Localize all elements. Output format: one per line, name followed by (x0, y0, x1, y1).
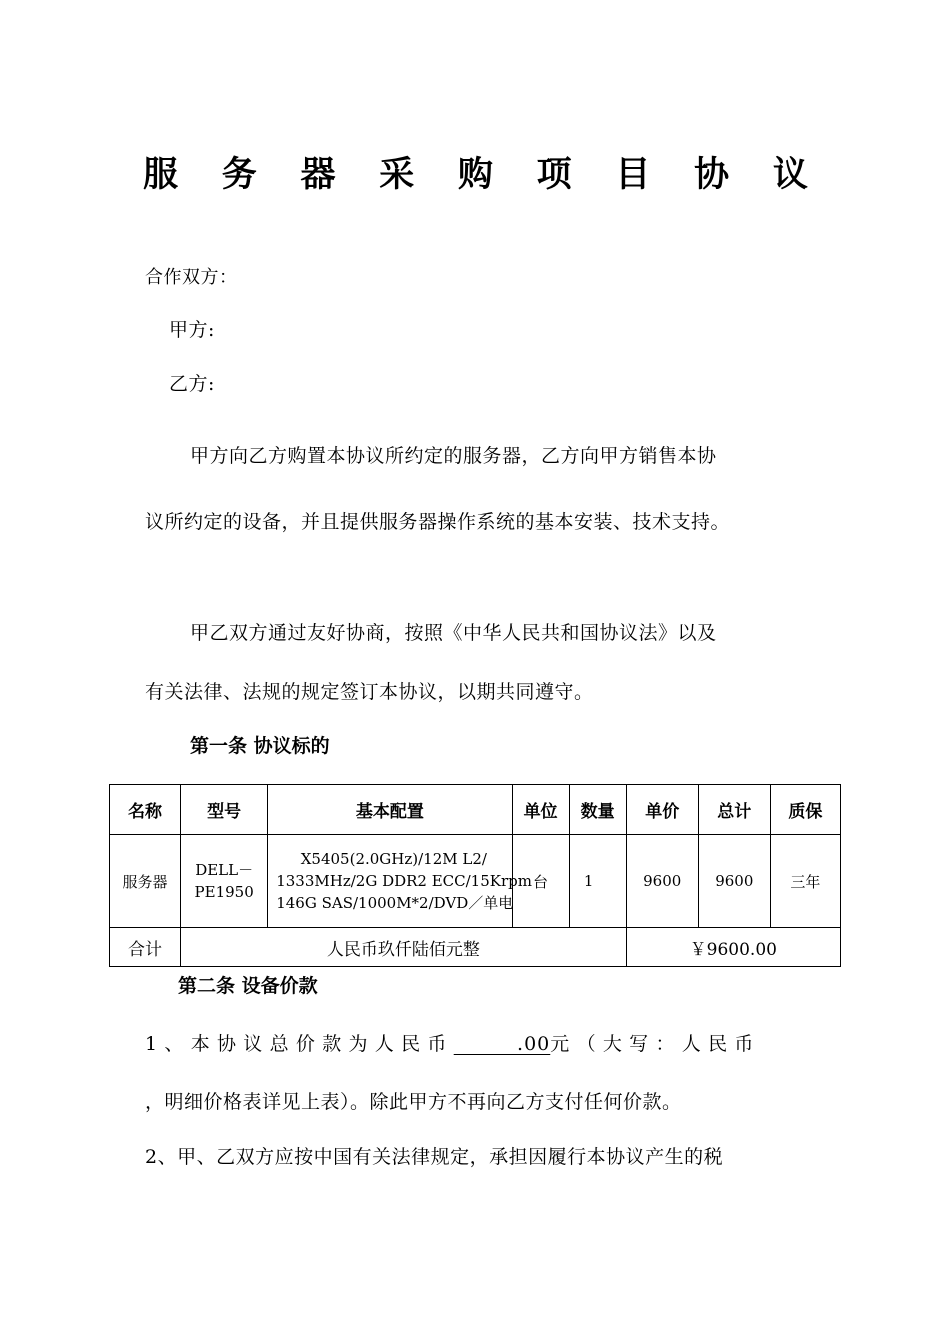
column-header: 单位 (512, 785, 569, 835)
title-char: 协 (694, 155, 730, 195)
cell-quantity: 1 (569, 835, 626, 928)
config-line: X5405(2.0GHz)/12M L2/ (300, 850, 487, 868)
cell-warranty: 三年 (770, 835, 840, 928)
item-1-prefix: 1、本协议总价款为人民币 (145, 1033, 454, 1055)
article-2-item-1-line-1 (145, 1029, 761, 1056)
title-char: 采 (379, 155, 415, 195)
table-row (110, 835, 841, 928)
model-line: DELL－ (195, 861, 254, 879)
table-total-row (110, 928, 841, 967)
total-amount-words: 人民币玖仟陆佰元整 (181, 928, 627, 967)
column-header: 名称 (110, 785, 181, 835)
total-label: 合计 (110, 928, 181, 967)
article-2-heading: 第二条 设备价款 (178, 975, 318, 997)
title-char: 购 (457, 155, 493, 195)
title-char: 服 (143, 155, 179, 195)
title-char: 议 (772, 155, 808, 195)
item-1-suffix: 元（大写：人民币 (550, 1033, 761, 1055)
cell-unit-price: 9600 (626, 835, 698, 928)
article-2-item-2-line-1: 2、甲、乙双方应按中国有关法律规定，承担因履行本协议产生的税 (145, 1146, 724, 1168)
amount-blank: .00 (453, 1033, 551, 1055)
article-2-item-1-line-2: ，明细价格表详见上表）。除此甲方不再向乙方支付任何价款。 (145, 1091, 682, 1113)
intro-paragraph-2-line-2: 有关法律、法规的规定签订本协议，以期共同遵守。 (145, 681, 594, 703)
column-header: 型号 (181, 785, 268, 835)
party-b-label: 乙方: (169, 373, 215, 395)
title-char: 务 (221, 155, 257, 195)
equipment-table (109, 784, 841, 967)
intro-paragraph-2-line-1: 甲乙双方通过友好协商，按照《中华人民共和国协议法》以及 (190, 622, 717, 644)
column-header: 总计 (698, 785, 770, 835)
column-header: 质保 (770, 785, 840, 835)
config-line: 1333MHz/2G DDR2 ECC/15Krpm (276, 872, 532, 890)
parties-label: 合作双方： (145, 267, 238, 288)
column-header: 单价 (626, 785, 698, 835)
column-header: 数量 (569, 785, 626, 835)
article-1-heading: 第一条 协议标的 (190, 735, 330, 757)
intro-paragraph-1-line-2: 议所约定的设备，并且提供服务器操作系统的基本安装、技术支持。 (145, 511, 731, 533)
title-char: 器 (300, 155, 336, 195)
table-header-row (110, 785, 841, 835)
cell-total: 9600 (698, 835, 770, 928)
cell-unit: 台 (512, 835, 569, 928)
config-line: 146G SAS/1000M*2/DVD／单电 (276, 894, 514, 912)
cell-name: 服务器 (110, 835, 181, 928)
column-header: 基本配置 (268, 785, 512, 835)
party-a-label: 甲方: (169, 319, 215, 341)
title-char: 项 (536, 155, 572, 195)
intro-paragraph-1-line-1: 甲方向乙方购置本协议所约定的服务器，乙方向甲方销售本协 (190, 445, 717, 467)
cell-model (181, 835, 268, 928)
cell-config (268, 835, 532, 928)
title-char: 目 (615, 155, 651, 195)
document-title (143, 146, 808, 198)
model-line: PE1950 (194, 883, 254, 901)
total-amount: ￥9600.00 (626, 928, 840, 967)
